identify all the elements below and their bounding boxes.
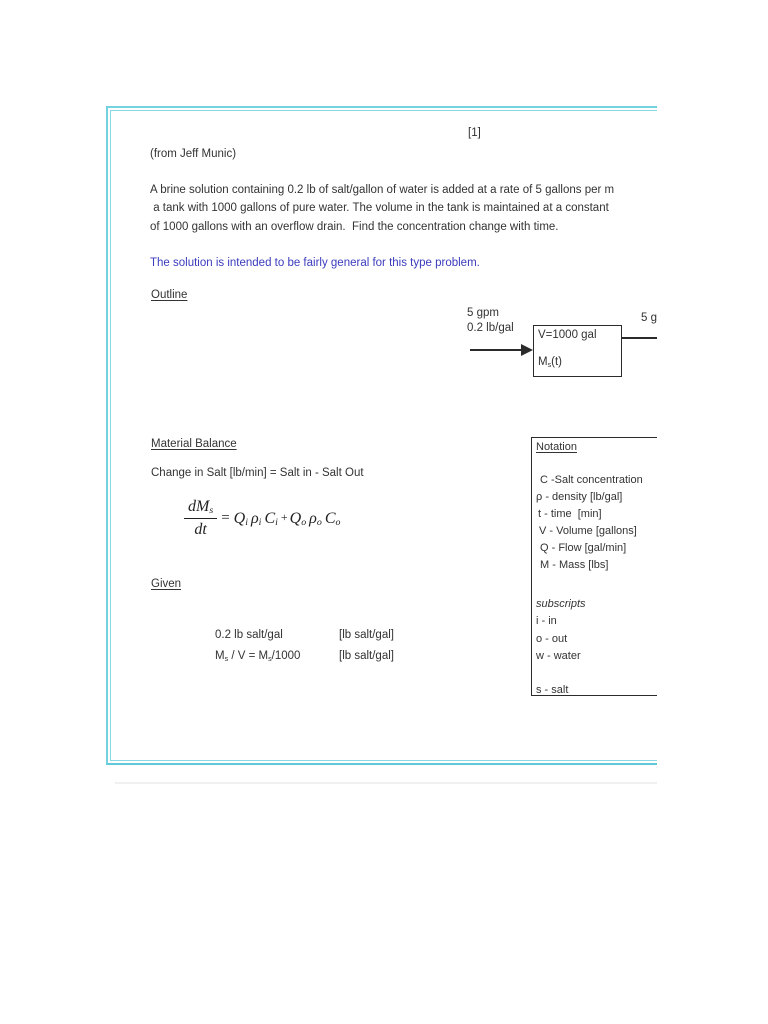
given-value: $M_s / V = M_s/1000$ [215,650,301,663]
equation-term: $Q_i$ [233,509,248,528]
given-unit: [lb salt/gal] [339,650,394,662]
inflow-arrow-line [470,349,524,351]
given-unit: [lb salt/gal] [339,629,394,641]
paragraph-line: A brine solution containing 0.2 lb of salt/gallon of water is added at a rate of 5 gallons per m [150,184,615,196]
notation-item: C -Salt concentration [540,474,643,486]
subscript-item: w - water [536,650,581,662]
paragraph-line: of 1000 gallons with an overflow drain. Find the concentration change with time. [150,221,559,233]
notation-item: M - Mass [lbs] [540,559,609,571]
notation-box [531,437,657,696]
equation-term: $\rho_o$ [309,509,322,528]
fraction-denominator: dt [194,521,207,538]
plus-sign: + [280,510,288,524]
tank-volume-label: V=1000 gal [538,329,597,341]
inflow-rate-label: 5 gpm [467,307,499,319]
notation-item: ρ - density [lb/gal] [536,491,623,503]
byline: (from Jeff Munic) [150,148,237,160]
equation-term: $Q_o$ [289,509,307,528]
equals-sign: = [221,510,230,526]
given-heading: Given [151,578,182,590]
solution-note: The solution is intended to be fairly general for this type problem. [150,257,480,269]
equation-term: $\rho_i$ [250,509,262,528]
subscript-item: i - in [536,615,557,627]
fraction-numerator: $dM_s$ [184,498,217,519]
outline-heading: Outline [151,289,188,301]
material-balance-heading: Material Balance [151,438,237,450]
equation-term: $C_o$ [324,509,341,528]
outflow-line [622,337,657,339]
subscripts-label: subscripts [536,598,586,610]
inflow-arrowhead-icon [521,344,533,356]
notation-item: t - time [min] [538,508,602,520]
subscript-item: o - out [536,632,568,645]
inflow-concentration-label: 0.2 lb/gal [467,322,514,334]
subscript-item: s - salt [536,683,569,696]
equation-fraction [184,498,217,539]
notation-item: V - Volume [gallons] [539,525,637,537]
tank-mass-label: $M_s(t)$ [538,356,563,369]
differential-equation [184,498,343,539]
tank-box [533,325,622,377]
page-number: [1] [468,127,481,139]
given-value: 0.2 lb salt/gal [215,629,283,641]
outflow-label: 5 g [641,312,657,324]
page-separator-line [115,782,657,784]
notation-heading: Notation [536,441,577,453]
equation-term: $C_i$ [264,509,278,528]
notation-item: Q - Flow [gal/min] [540,542,627,554]
paragraph-line: a tank with 1000 gallons of pure water. The volume in the tank is maintained at a constant [150,202,609,214]
balance-equation-text: Change in Salt [lb/min] = Salt in - Salt Out [151,467,364,479]
